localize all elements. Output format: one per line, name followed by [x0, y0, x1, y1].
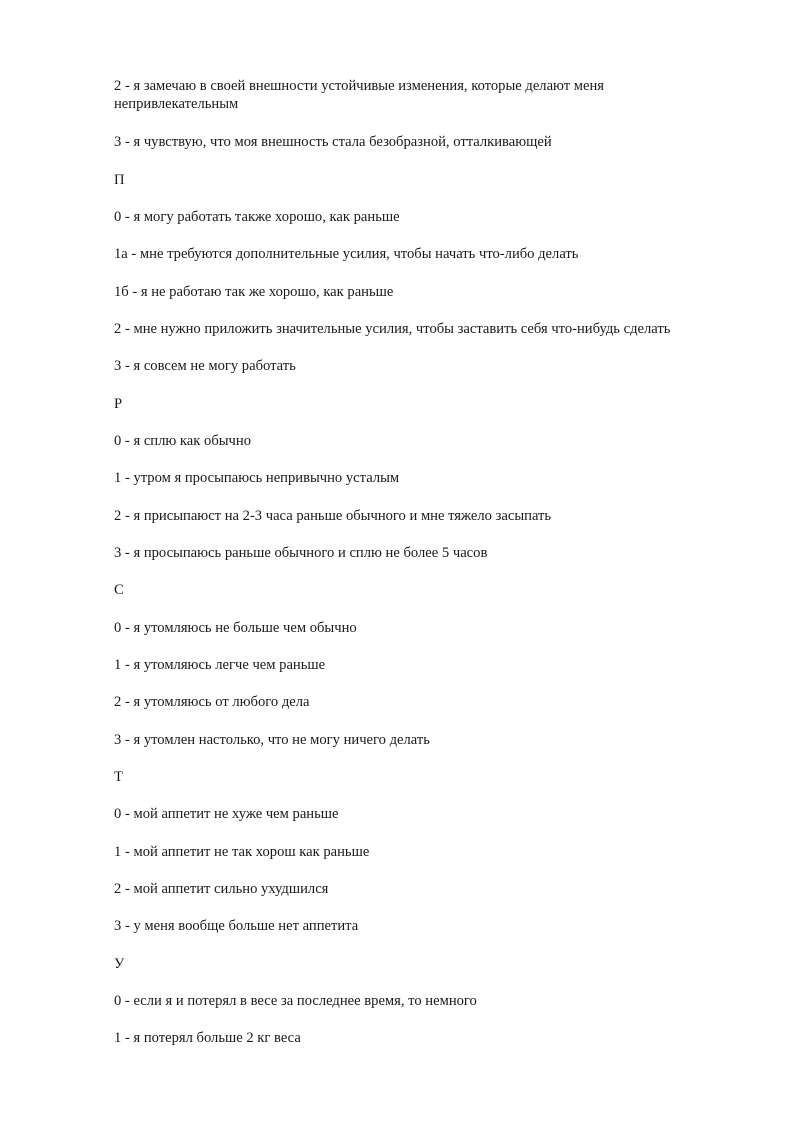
list-item: 1 - утром я просыпаюсь непривычно усталым: [114, 470, 400, 486]
list-item: 3 - у меня вообще больше нет аппетита: [114, 918, 359, 934]
section-heading: С: [114, 582, 124, 598]
list-item: 3 - я утомлен настолько, что не могу ничего делать: [114, 732, 430, 748]
section-heading: Т: [114, 769, 123, 785]
list-item: 3 - я просыпаюсь раньше обычного и сплю не более 5 часов: [114, 545, 488, 561]
section-heading: Р: [114, 396, 123, 412]
list-item: 2 - мне нужно приложить значительные усилия, чтобы заставить себя что-нибудь сделать: [114, 321, 671, 337]
list-item: 0 - мой аппетит не хуже чем раньше: [114, 806, 339, 822]
list-item: 1 - я утомляюсь легче чем раньше: [114, 657, 326, 673]
list-item: 1б - я не работаю так же хорошо, как раньше: [114, 284, 394, 300]
list-item: 2 - я утомляюсь от любого дела: [114, 694, 310, 710]
list-item: 3 - я чувствую, что моя внешность стала безобразной, отталкивающей: [114, 134, 552, 150]
list-item: 2 - мой аппетит сильно ухудшился: [114, 881, 329, 897]
list-item: 1 - мой аппетит не так хорош как раньше: [114, 844, 370, 860]
list-item: 1 - я потерял больше 2 кг веса: [114, 1030, 301, 1046]
list-item: 0 - я могу работать также хорошо, как раньше: [114, 209, 400, 225]
list-item: 2 - я присыпаюст на 2-3 часа раньше обычного и мне тяжело засыпать: [114, 508, 552, 524]
section-heading: У: [114, 956, 125, 972]
list-item: 3 - я совсем не могу работать: [114, 358, 296, 374]
list-item: 0 - если я и потерял в весе за последнее время, то немного: [114, 993, 477, 1009]
list-item: 0 - я утомляюсь не больше чем обычно: [114, 620, 357, 636]
list-item: 1а - мне требуются дополнительные усилия, чтобы начать что-либо делать: [114, 246, 579, 262]
list-item: 2 - я замечаю в своей внешности устойчивые изменения, которые делают меня непривлекательным: [114, 78, 605, 112]
list-item: 0 - я сплю как обычно: [114, 433, 251, 449]
section-heading: П: [114, 172, 125, 188]
